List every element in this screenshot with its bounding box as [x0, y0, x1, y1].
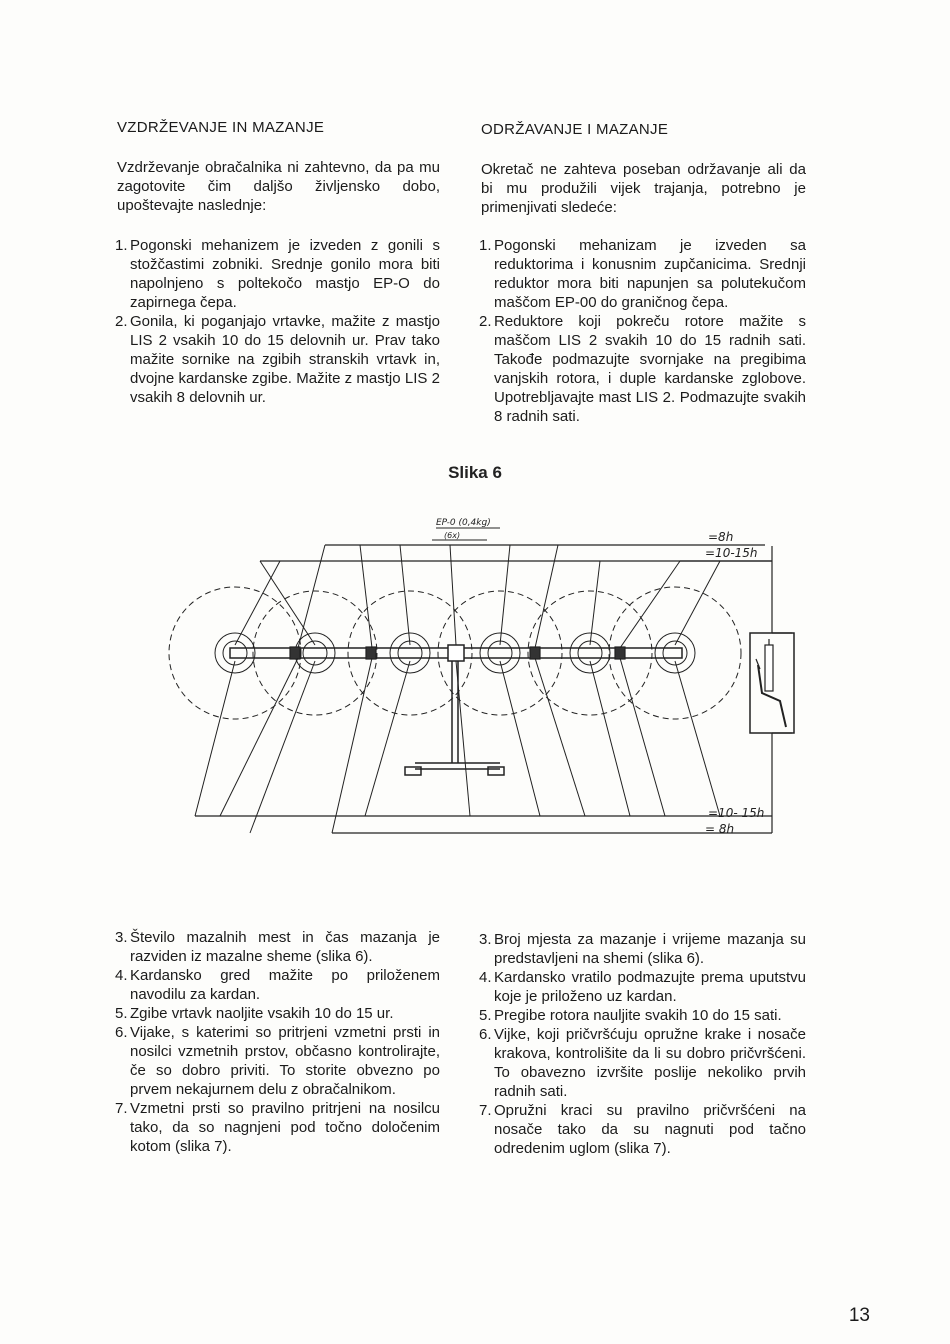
list-item: 5. Pregibe rotora nauljite svakih 10 do 15 sati.	[479, 1007, 782, 1024]
label-8h-top: =8h	[708, 530, 734, 544]
label-10-15h-top: =10-15h	[705, 546, 758, 560]
list-item: 6. Vijake, s katerimi so pritrjeni vzmetni prsti in nosilci vzmetnih prstov, občasno kontrolirajte, če so dobro priviti. To storite obvezno po prvem nekajurnem delu z obračalnikom.	[115, 1024, 440, 1098]
left-column-top	[117, 118, 440, 407]
left-list-bottom	[117, 928, 440, 1156]
list-item: 2. Reduktore koji pokreču rotore mažite s maščom LIS 2 svakih 10 do 15 radnih sati. Takođe podmazujte svornjake na pregibima vanjskih rotora, i duple kardanske zglobove. Upotrebljavajte mast LIS 2. Podmazujte svakih 8 radnih sati.	[479, 313, 806, 425]
label-count: (6x)	[444, 531, 461, 540]
label-8h-bottom: = 8h	[705, 822, 735, 836]
right-list-top	[481, 236, 806, 426]
right-intro: Okretač ne zahteva poseban održavanje ali da bi mu produžili vijek trajanja, potrebno je primenjivati sledeće:	[481, 161, 806, 216]
right-column-bottom	[481, 930, 806, 1158]
list-item: 2. Gonila, ki poganjajo vrtavke, mažite z mastjo LIS 2 vsakih 10 do 15 delovnih ur. Prav tako mažite sornike na zgibih stranskih vrtavk in, dvojne kardanske zgibe. Mažite z mastjo LIS 2 vsakih 8 delovnih ur.	[115, 313, 440, 406]
list-item: 7. Opružni kraci su pravilno pričvršćeni na nosače tako da su nagnuti pod tačno odredenim uglom (slika 7).	[479, 1102, 806, 1157]
list-item: 1. Pogonski mehanizem je izveden z gonili s stožčastimi zobniki. Srednje gonilo mora biti napolnjeno s poltekočo mastjo EP-O do zapirnega čepa.	[115, 237, 440, 311]
right-column-top	[481, 120, 806, 426]
list-item: 5. Zgibe vrtavk naoljite vsakih 10 do 15 ur.	[115, 1005, 394, 1022]
left-list-top	[117, 236, 440, 407]
left-heading: VZDRŽEVANJE IN MAZANJE	[117, 119, 325, 136]
lubrication-diagram	[160, 505, 800, 845]
figure-caption: Slika 6	[448, 463, 502, 482]
left-column-bottom	[117, 928, 440, 1156]
list-item: 3. Število mazalnih mest in čas mazanja je razviden iz mazalne sheme (slika 6).	[115, 929, 440, 965]
right-list-bottom	[481, 930, 806, 1158]
list-item: 7. Vzmetni prsti so pravilno pritrjeni na nosilcu tako, da so nagnjeni pod točno določenim kotom (slika 7).	[115, 1100, 440, 1155]
list-item: 6. Vijke, koji pričvršćuju opružne krake i nosače krakova, kontrolišite da li su dobro pričvršćeni. To obavezno izvršite poslije nekoliko prvih radnih sati.	[479, 1026, 806, 1100]
list-item: 3. Broj mjesta za mazanje i vrijeme mazanja su predstavljeni na shemi (slika 6).	[479, 931, 806, 967]
label-ep: EP-0 (0,4kg)	[436, 518, 491, 528]
label-10-15h-bottom: =10- 15h	[708, 806, 765, 820]
page-number: 13	[848, 1305, 870, 1326]
list-item: 1. Pogonski mehanizam je izveden sa reduktorima i konusnim zupčanicima. Srednji reduktor mora biti napunjen sa polutekučom maščom EP-00 do graničnog čepa.	[479, 237, 806, 311]
right-heading: ODRŽAVANJE I MAZANJE	[481, 121, 669, 138]
left-intro: Vzdrževanje obračalnika ni zahtevno, da pa mu zagotovite čim daljšo življensko dobo, upoštevajte naslednje:	[117, 159, 440, 214]
list-item: 4. Kardansko gred mažite po priloženem navodilu za kardan.	[115, 967, 440, 1003]
list-item: 4. Kardansko vratilo podmazujte prema uputstvu koje je priloženo uz kardan.	[479, 969, 806, 1005]
